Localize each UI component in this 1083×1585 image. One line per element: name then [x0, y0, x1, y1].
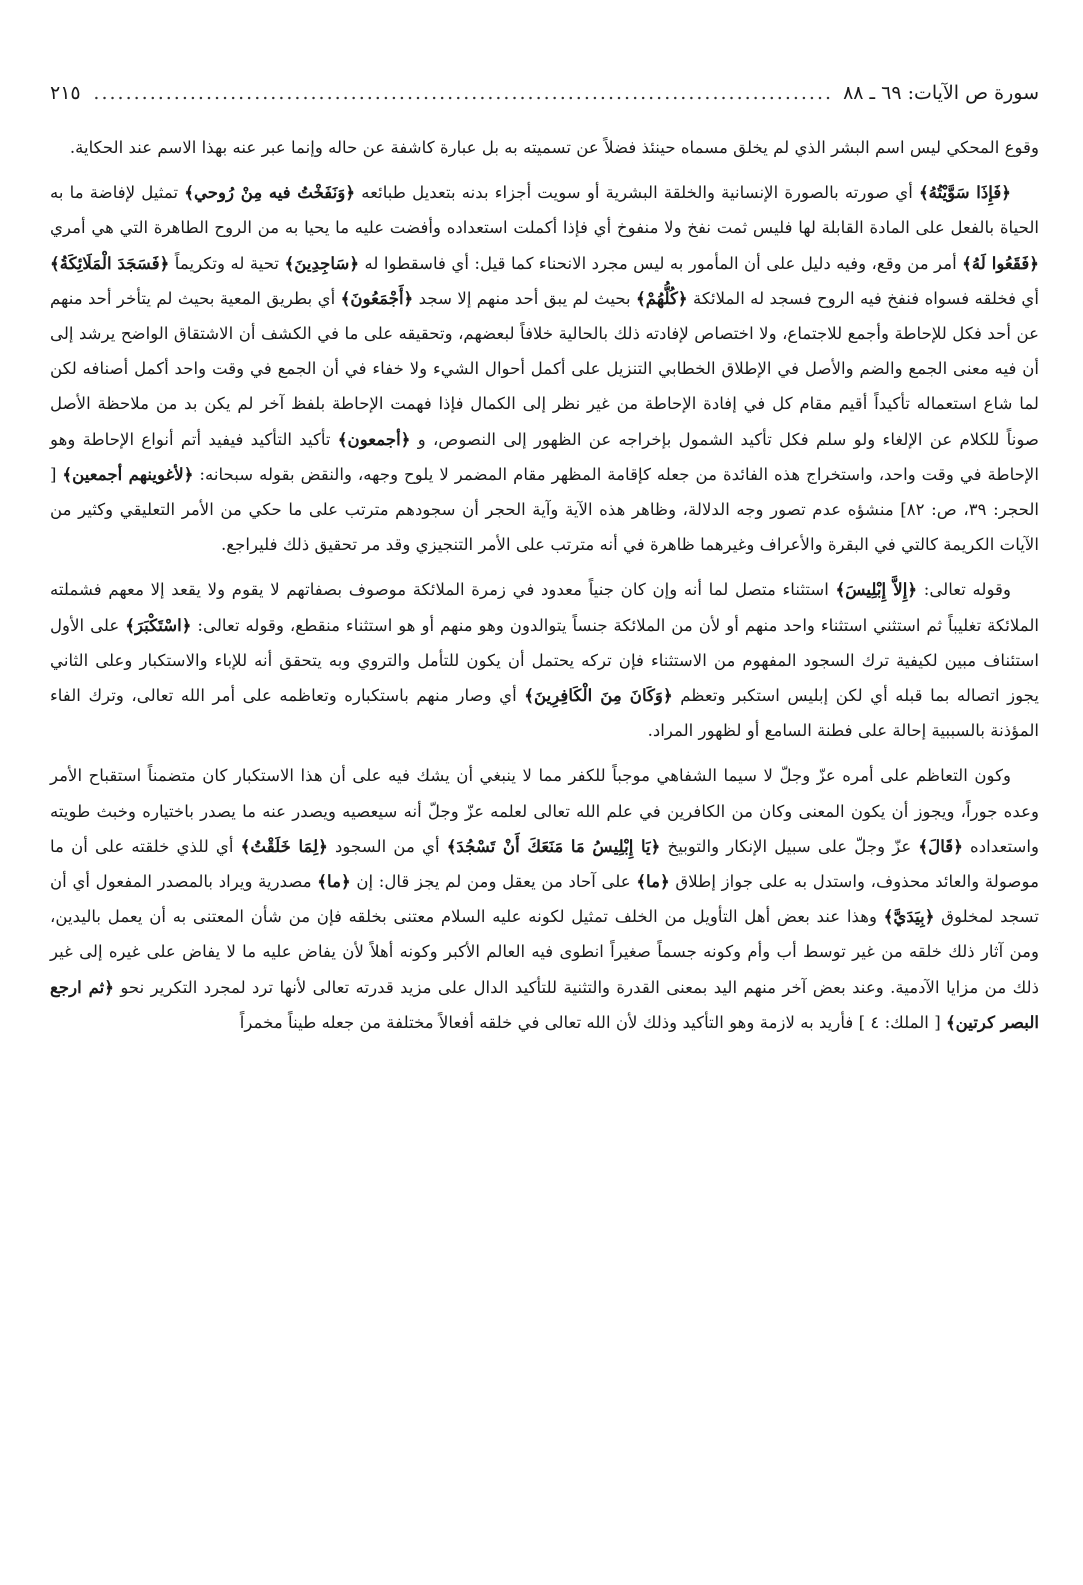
commentary-text: بحيث لم يبق أحد منهم إلا سجد: [413, 288, 637, 308]
commentary-text: أي وصار منهم باستكباره وتعاظمه على أمر الله تعالى، وترك الفاء المؤذنة بالسببية إحالة على فطنة السامع أو لظهور المراد.: [50, 686, 1039, 741]
commentary-text: أي من السجود: [327, 836, 447, 856]
commentary-text: وقوله تعالى:: [917, 580, 1012, 600]
paragraph: [50, 130, 1039, 165]
quran-quote: ﴿لأغوينهم أجمعين﴾: [62, 463, 194, 484]
quran-quote: ﴿كُلُّهُمْ﴾: [636, 287, 688, 308]
commentary-text: أي فخلقه فسواه فنفخ فيه الروح فسجد له الملائكة: [687, 288, 1039, 308]
quran-quote: ﴿فَإِذَا سَوَّيْتُهُ﴾: [918, 182, 1012, 203]
quran-quote: ﴿لِمَا خَلَقْتُ﴾: [240, 835, 328, 856]
commentary-text: أمر من وقع، وفيه دليل على أن المأمور به ليس مجرد الانحناء كما قيل: أي فاسقطوا له: [359, 253, 963, 273]
quran-quote: ﴿فَقَعُوا لَهُ﴾: [962, 252, 1039, 273]
commentary-text: تأكيد التأكيد فيفيد أتم أنواع الإحاطة وهو الإحاطة في وقت واحد، واستخراج هذه الفائدة من جعله كإقامة المظهر مقام المضمر لا يلوح وجهه، والنقض بقوله سبحانه:: [50, 429, 1040, 484]
quran-quote: ﴿وَكَانَ مِنَ الْكَافِرِينَ﴾: [524, 685, 673, 706]
commentary-text: وهذا عند بعض أهل التأويل من الخلف تمثيل لكونه عليه السلام معتنى بخلقه فإن من شأن المعتنى به أن يعمل باليدين، ومن آثار ذلك خلقه من غير توسط أب وأم وكونه جسماً صغيراً انطوى فيه العالم الأكبر وكونه أهلاً لأن يفاض عليه ما لا يفاض على غيره إلى غير ذلك من مزايا الآدمية. وعند بعض آخر منهم اليد بمعنى القدرة والتثنية للتأكيد الدال على مزيد قدرته تعالى لأنها ترد لمجرد التكرير نحو: [50, 907, 1039, 997]
paragraph: [50, 572, 1039, 748]
quran-quote: ﴿أجمعون﴾: [337, 428, 411, 449]
commentary-text: وكون التعاظم على أمره عزّ وجلّ لا سيما الشفاهي موجباً للكفر مما لا ينبغي أن يشك فيه على أن هذا الاستكبار كان متضمناً استقباح الأمر وعده جوراً، ويجوز أن يكون المعنى وكان من الكافرين في علم الله تعالى لعلمه عزّ وجلّ أنه سيعصيه ويصدر عنه ما يصدر باختياره وخبث طويته واستعداده: [50, 766, 1039, 856]
quran-quote: ﴿إِلاَّ إِبْلِيسَ﴾: [835, 579, 918, 600]
commentary-text: على آحاد من يعقل ومن لم يجز قال: إن: [350, 872, 637, 892]
commentary-text: أي صورته بالصورة الإنسانية والخلقة البشرية أو سويت أجزاء بدنه بتعديل طبائعه: [355, 183, 919, 203]
quran-quote: ﴿اسْتَكْبَرَ﴾: [125, 614, 192, 635]
surah-verses-title: سورة ص الآيات: ٦٩ ـ ٨٨: [843, 82, 1039, 104]
quran-quote: ﴿قَالَ﴾: [918, 835, 963, 856]
commentary-text: على الأول استئناف مبين لكيفية ترك السجود المفهوم من الاستثناء فإن تركه يحتمل أن يكون للتأمل والتروي وبه يتحقق أنه للإباء والاستكبار وعلى الثاني يجوز اتصاله بما قبله أي لكن إبليس استكبر وتعظم: [50, 615, 1039, 706]
quran-quote: ﴿أَجْمَعُونَ﴾: [340, 287, 414, 308]
commentary-text: [ الملك: ٤ ] فأريد به لازمة وهو التأكيد وذلك لأن الله تعالى في خلقه أفعالاً مختلفة من جعله طيناً مخمراً: [239, 1012, 946, 1032]
leader-dots: [91, 82, 833, 104]
running-header: [50, 82, 1039, 116]
paragraph: [50, 758, 1039, 1040]
page-number: ٢١٥: [50, 82, 81, 104]
quran-quote: ﴿ثم ارجع البصر كرتين﴾: [50, 976, 1039, 1032]
commentary-text: أي للذي خلقته على أن ما موصولة والعائد محذوف، واستدل به على جواز إطلاق: [50, 836, 1039, 892]
quran-quote: ﴿بِيَدَيَّ﴾: [883, 906, 935, 927]
commentary-text: وقوع المحكي ليس اسم البشر الذي لم يخلق مسماه حينئذ فضلاً عن تسميته به بل عبارة كاشفة عن حاله وإنما عبر عنه بهذا الاسم عند الحكاية.: [69, 138, 1039, 157]
commentary-text: عزّ وجلّ على سبيل الإنكار والتوبيخ: [660, 836, 919, 856]
commentary-text: تحية له وتكريماً: [169, 253, 285, 273]
paragraph: [50, 175, 1039, 562]
commentary-text: [ الحجر: ٣٩، ص: ٨٢] منشؤه عدم تصور وجه الدلالة، وظاهر هذه الآية وآية الحجر أن سجودهم مترتب على ما حكي من الأمر التعليقي وكثير من الآيات الكريمة كالتي في البقرة والأعراف وغيرهما ظاهرة في أنه مترتب على الأمر التنجيزي وقد مر تحقيق ذلك فليراجع.: [50, 464, 1039, 555]
quran-quote: ﴿وَنَفَخْتُ فيه مِنْ رُوحي﴾: [184, 182, 356, 203]
quran-quote: ﴿فَسَجَدَ الْمَلَائِكَةُ﴾: [50, 252, 170, 273]
commentary-text: أي بطريق المعية بحيث لم يتأخر أحد منهم عن أحد فكل للإحاطة وأجمع للاجتماع، ولا اختصاص لإفادته ذلك بالحالية خلافاً لبعضهم، وتحقيقه على ما في الكشف أن الاشتقاق الواضح يرشد إلى أن فيه معنى الجمع والضم والأصل في الإطلاق الخطابي التنزيل على أكمل أحوال الشيء ولا خفاء في أن الجمع في وقت واحد أكمل أصنافه لكن لما شاع استعماله تأكيداً أقيم مقام كل في إفادة الإحاطة من غير نظر إلى الكمال فإذا فهمت الإحاطة بلفظ آخر لم يكن بد من ملاحظة الأصل صوناً للكلام عن الإلغاء ولو سلم فكل تأكيد الشمول بإخراجه عن الظهور إلى النصوص، و: [50, 288, 1039, 449]
commentary-text: مصدرية ويراد بالمصدر المفعول أي أن تسجد لمخلوق: [50, 872, 1039, 927]
commentary-body: [50, 130, 1039, 1040]
quran-quote: ﴿سَاجِدِينَ﴾: [284, 252, 360, 273]
commentary-text: استثناء متصل لما أنه وإن كان جنياً معدود في زمرة الملائكة موصوف بصفاتهم لا يقوم ولا يقعد إلا معهم فشملته الملائكة تغليباً ثم استثني استثناء واحد منهم أو لأن من الملائكة جنساً يتوالدون وهو منهم أو هو استثناء منقطع، وقوله تعالى:: [50, 580, 1039, 635]
commentary-text: تمثيل لإفاضة ما به الحياة بالفعل على المادة القابلة لها فليس ثمت نفخ ولا منفوخ أي فإذا أكملت استعداده وأفضت عليه ما يحيا به من الروح الطاهرة التي هي أمري: [50, 183, 1039, 238]
quran-quote: ﴿ما﴾: [636, 871, 670, 892]
quran-quote: ﴿ما﴾: [317, 871, 351, 892]
quran-quote: ﴿يَا إِبْلِيسُ مَا مَنَعَكَ أَنْ تَسْجُدَ﴾: [446, 835, 661, 856]
